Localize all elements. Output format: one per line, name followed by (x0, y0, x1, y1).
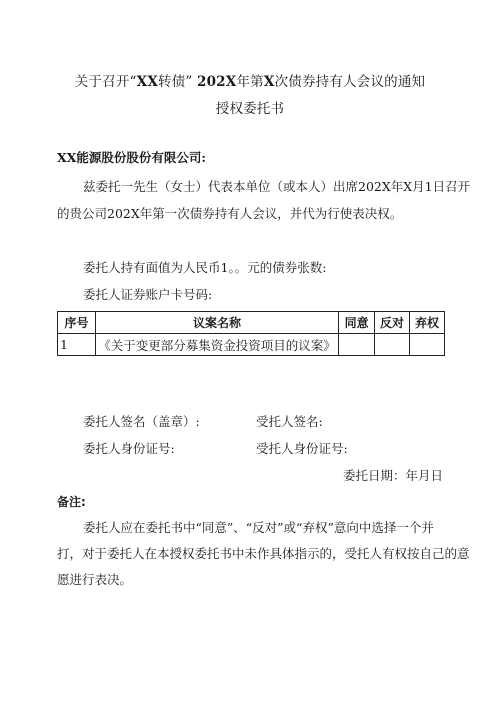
document-title-line1 (0, 70, 500, 90)
paragraph-line: 的贵公司202X年第一次债券持有人会议，并代为行使表决权。 (57, 206, 403, 221)
vote-oppose-cell[interactable] (375, 334, 410, 356)
title-part: 202X (197, 74, 237, 90)
vote-abstain-cell[interactable] (410, 334, 445, 356)
table-header-row (58, 312, 445, 334)
title-part: 年第 (236, 74, 264, 90)
row-number: 1 (58, 334, 96, 356)
header-proposal: 议案名称 (95, 312, 338, 334)
voting-table (57, 311, 445, 356)
header-abstain: 弃权 (410, 312, 445, 334)
agent-signature-label: 受托人签名: (256, 414, 323, 429)
principal-signature-label: 委托人签名（盖章）: (83, 414, 200, 429)
title-part: XX (136, 74, 158, 90)
principal-id-label: 委托人身份证号: (83, 441, 175, 456)
document-title-line2: 授权委托书 (215, 101, 285, 117)
row-proposal: 《关于变更部分募集资金投资项目的议案》 (95, 334, 338, 356)
title-part: 次债券持有人会议的通知 (274, 74, 426, 90)
header-agree: 同意 (339, 312, 375, 334)
account-number-line: 委托人证券账户卡号码: (83, 287, 213, 302)
title-part: 转债” (158, 74, 197, 90)
notes-title: 备注: (57, 495, 86, 509)
vote-agree-cell[interactable] (339, 334, 375, 356)
notes-line: 愿进行表决。 (57, 572, 133, 587)
agent-id-label: 受托人身份证号: (256, 441, 348, 456)
bond-amount-line: 委托人持有面值为人民币1。。元的债券张数: (83, 260, 327, 275)
notes-line: 委托人应在委托书中“同意”、“反对”或“弃权”意向中选择一个并 (83, 520, 434, 535)
commission-date-label: 委托日期：年月日 (342, 468, 443, 483)
title-part: X (263, 74, 275, 90)
notes-line: 打，对于委托人在本授权委托书中未作具体指示的，受托人有权按自己的意 (57, 546, 470, 561)
header-number: 序号 (58, 312, 96, 334)
table-row (58, 334, 445, 356)
paragraph-line: 兹委托一先生（女士）代表本单位（或本人）出席202X年X月1日召开 (83, 179, 471, 194)
title-part: 关于召开“ (74, 74, 137, 90)
addressee: XX能源股份股份有限公司: (57, 150, 207, 165)
header-oppose: 反对 (375, 312, 410, 334)
